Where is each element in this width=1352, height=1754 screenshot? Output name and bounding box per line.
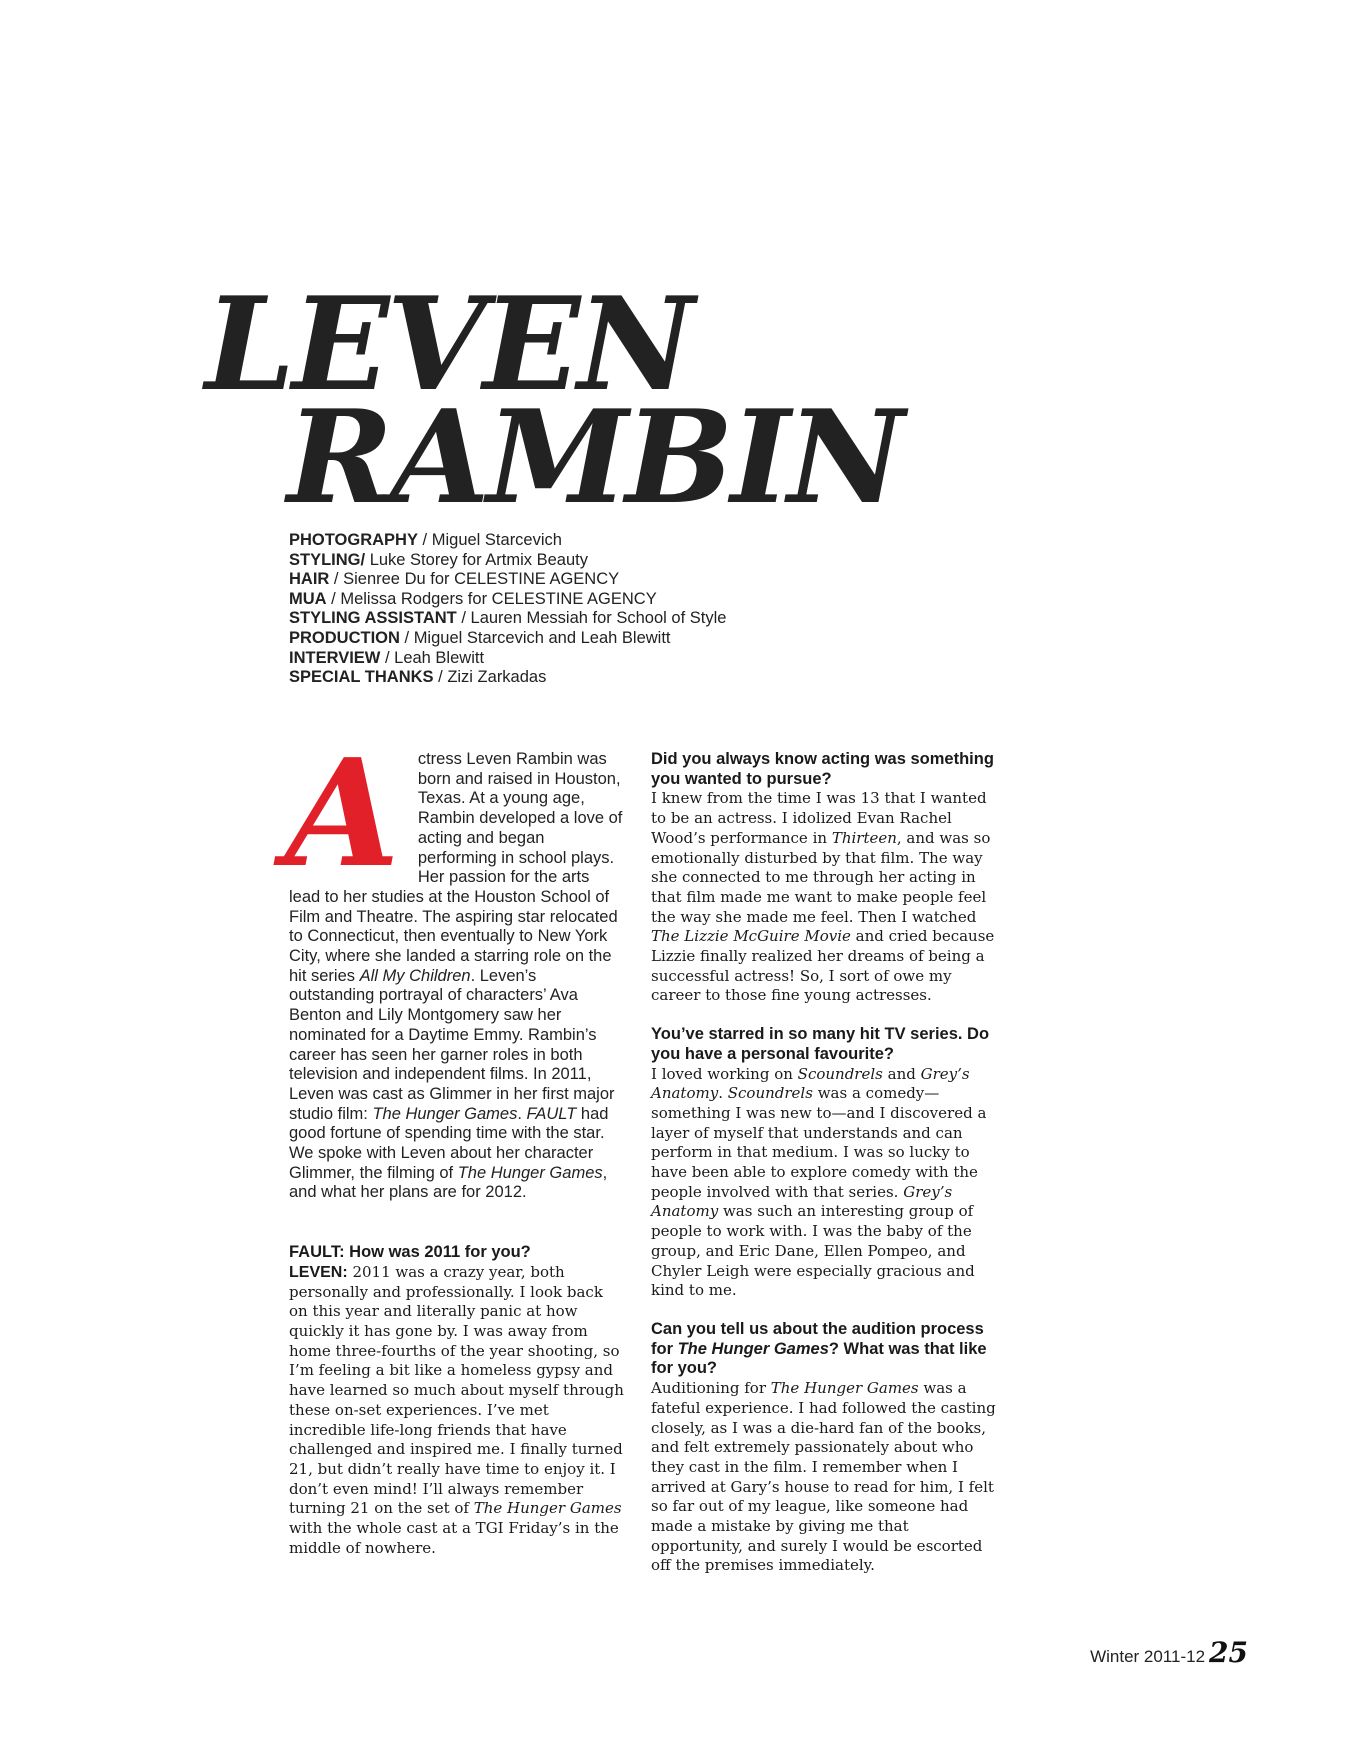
intro-text: ctress Leven Rambin was born and raised in Houston, Texas. At a young age, Rambin developed a love of acting and began performing in school plays. Her passion for the arts lead to her studies at the Houston School of Film and Theatre. The aspiring star relocated to Connecticut, then eventually to New York City, where she landed a starring role on the hit series — [289, 750, 623, 985]
speaker-label: LEVEN: — [289, 1263, 348, 1281]
credits-block — [289, 531, 726, 688]
credit-label: STYLING ASSISTANT — [289, 609, 457, 628]
credit-label: PRODUCTION — [289, 628, 400, 647]
answer-text: I loved working on — [651, 1064, 798, 1083]
credit-label: PHOTOGRAPHY — [289, 531, 418, 549]
question-text: Can you tell us about the audition process for — [651, 1319, 984, 1358]
answer-text: with the whole cast at a TGI Friday’s in the middle of nowhere. — [289, 1519, 619, 1557]
question-tv-series: You’ve starred in so many hit TV series. Do you have a personal favourite? — [651, 1025, 990, 1063]
film-title: The Hunger Games — [473, 1499, 622, 1518]
answer-text: Auditioning for — [651, 1379, 771, 1398]
credit-value: Lauren Messiah for School of Style — [470, 609, 727, 628]
credit-separator: / — [329, 570, 344, 589]
intro-text: . Leven’s outstanding portrayal of characters’ Ava Benton and Lily Montgomery saw her nominated for a Daytime Emmy. Rambin’s career has seen her garner roles in both television and independent films. In 2011, Leven was cast as Glimmer in her first major studio film: — [289, 966, 615, 1123]
credit-value: Sienree Du for CELESTINE AGENCY — [343, 570, 620, 589]
credit-label: INTERVIEW — [289, 648, 381, 667]
show-title: All My Children — [359, 966, 471, 985]
drop-cap: A — [285, 726, 400, 900]
intro-paragraph — [285, 726, 625, 1203]
credit-separator: / — [380, 648, 395, 667]
show-title: Grey’s Anatomy — [651, 1064, 970, 1103]
answer-text: was a comedy—something I was new to—and I discovered a layer of myself that understands and can perform in that medium. I was so lucky to have been able to explore comedy with the people involved with that series. — [651, 1084, 987, 1201]
credit-label: STYLING/ — [289, 550, 366, 569]
answer-acting — [651, 789, 997, 1006]
intro-text: . — [517, 1104, 527, 1123]
credit-special-thanks — [289, 668, 726, 688]
credit-separator: / — [399, 628, 414, 647]
show-title: Grey’s Anatomy — [651, 1182, 953, 1221]
credit-value: Miguel Starcevich — [431, 531, 562, 549]
credit-label: MUA — [289, 589, 327, 608]
answer-audition — [651, 1379, 997, 1576]
credit-mua — [289, 590, 726, 610]
answer-text: 2011 was a crazy year, both personally and professionally. I look back on this year and literally panic at how quickly it has gone by. I was away from home three-fourths of the year shooting, so I’m feeling a bit like a homeless gypsy and have learned so much about myself through these on-set experiences. I’ve met incredible life-long friends that have challenged and inspired me. I finally turned 21, but didn’t really have time to enjoy it. I don’t even mind! I’ll always remember turning 21 on the set of — [289, 1262, 624, 1518]
credit-separator: / — [456, 609, 471, 628]
answer-tv-series — [651, 1065, 997, 1301]
question-text: ? What was that like for you? — [651, 1339, 987, 1378]
credit-separator: / — [417, 531, 432, 549]
answer-text: was such an interesting group of people to work with. I was the baby of the group, and Eric Dane, Ellen Pompeo, and Chyler Leigh were especially gracious and kind to me. — [651, 1202, 975, 1300]
film-title: The Hunger Games — [677, 1339, 829, 1358]
film-title: The Lizzie McGuire Movie — [651, 927, 851, 946]
answer-text: was a fateful experience. I had followed the casting closely, as I was a die-hard fan of the books, and felt extremely passionately about who they cast in the film. I remember when I arrived at Gary’s house to read for him, I felt so far out of my league, like someone had made a mistake by giving me that opportunity, and surely I would be escorted off the premises immediately. — [651, 1379, 996, 1575]
question-acting: Did you always know acting was something you wanted to pursue? — [651, 750, 994, 788]
credit-value: Miguel Starcevich and Leah Blewitt — [413, 628, 671, 647]
intro-text: had good fortune of spending time with the star. We spoke with Leven about her character Glimmer, the filming of — [289, 1104, 609, 1182]
credit-label: HAIR — [289, 570, 330, 589]
left-column — [285, 726, 625, 1558]
answer-text: and cried because Lizzie finally realized her dreams of being a successful actress! So, I sort of owe my career to those fine young actresses. — [651, 927, 995, 1005]
credit-separator: / — [326, 589, 341, 608]
title-line-2: RAMBIN — [287, 383, 902, 533]
credit-interview — [289, 649, 726, 669]
show-title: Scoundrels — [797, 1064, 883, 1083]
credit-value: Luke Storey for Artmix Beauty — [369, 550, 588, 569]
answer-text: . — [718, 1084, 728, 1103]
credit-value: Zizi Zarkadas — [447, 668, 547, 687]
show-title: Scoundrels — [727, 1084, 813, 1103]
answer-2011 — [289, 1263, 625, 1559]
film-title: The Hunger Games — [770, 1379, 919, 1398]
credit-value: Leah Blewitt — [394, 648, 485, 667]
credit-photography — [289, 531, 726, 551]
credit-hair — [289, 570, 726, 590]
credit-label: SPECIAL THANKS — [289, 668, 434, 687]
intro-text: , and what her plans are for 2012. — [289, 1163, 608, 1202]
credit-styling-assistant — [289, 609, 726, 629]
page-number: 25 — [1209, 1636, 1248, 1669]
film-title: The Hunger Games — [372, 1104, 518, 1123]
right-column — [651, 750, 997, 1576]
film-title: The Hunger Games — [457, 1163, 603, 1182]
question-audition — [651, 1320, 997, 1379]
credit-styling — [289, 551, 726, 571]
credit-value: Melissa Rodgers for CELESTINE AGENCY — [340, 589, 657, 608]
page-footer — [1090, 1636, 1248, 1669]
question-2011: FAULT: How was 2011 for you? — [289, 1243, 531, 1262]
issue-label: Winter 2011-12 — [1090, 1647, 1206, 1666]
magazine-name: FAULT — [526, 1104, 577, 1123]
credit-production — [289, 629, 726, 649]
answer-text: and — [882, 1064, 921, 1083]
answer-text: , and was so emotionally disturbed by that film. The way she connected to me through her acting in that film made me want to make people feel the way she made me feel. Then I watched — [651, 828, 991, 926]
title-line-1: LEVEN — [205, 270, 692, 420]
film-title: Thirteen — [831, 828, 897, 847]
credit-separator: / — [433, 668, 448, 687]
answer-text: I knew from the time I was 13 that I wanted to be an actress. I idolized Evan Rachel Wood’s performance in — [651, 789, 987, 847]
